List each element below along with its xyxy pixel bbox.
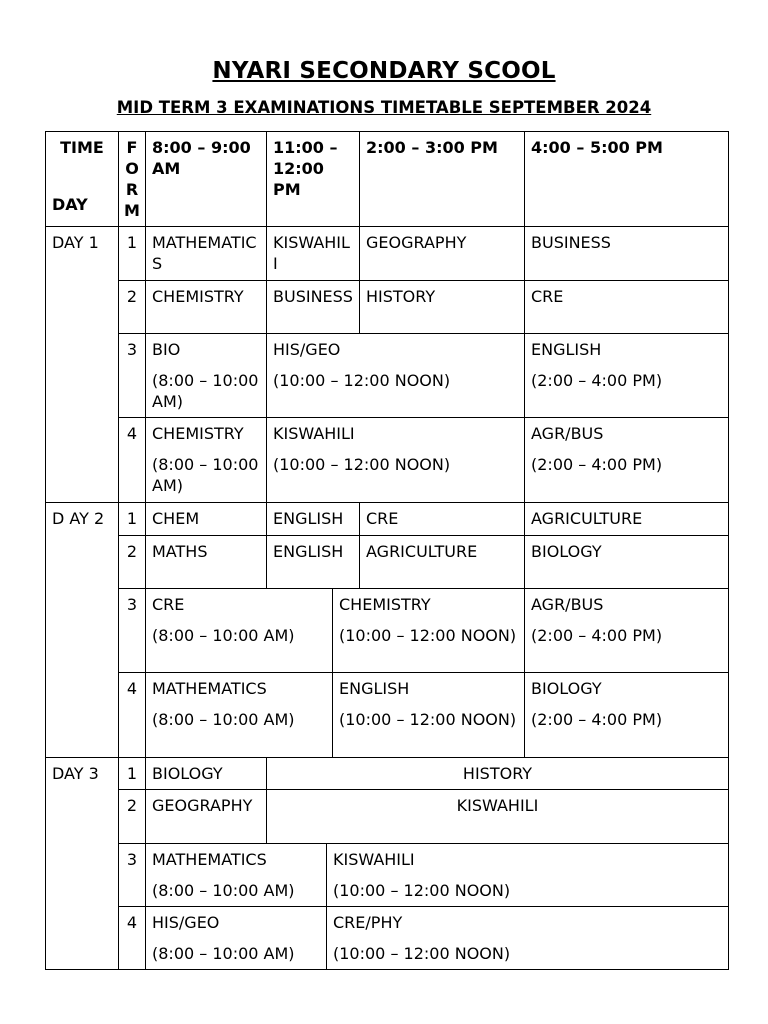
header-form-letter: M [124,201,140,220]
exam-cell: ENGLISH (10:00 – 12:00 NOON) [332,672,525,758]
exam-cell: KISWAHILI (10:00 – 12:00 NOON) [326,843,729,907]
exam-cell: MATHEMATICS [145,226,267,281]
exam-cell: HISTORY [266,757,729,790]
header-slot-3: 2:00 – 3:00 PM [359,131,525,227]
form-number: 2 [118,280,146,334]
day-label: D AY 2 [45,502,119,758]
exam-cell: MATHEMATICS (8:00 – 10:00 AM) [145,843,327,907]
form-number: 2 [118,789,146,844]
exam-cell: BIO (8:00 – 10:00 AM) [145,333,267,418]
exam-cell: HIS/GEO (8:00 – 10:00 AM) [145,906,327,970]
form-number: 2 [118,535,146,589]
form-number: 4 [118,417,146,503]
header-slot-1: 8:00 – 9:00 AM [145,131,267,227]
exam-cell: BUSINESS [524,226,729,281]
form-number: 3 [118,843,146,907]
exam-cell: CHEMISTRY (10:00 – 12:00 NOON) [332,588,525,673]
exam-cell: GEOGRAPHY [145,789,267,844]
exam-cell: CHEMISTRY (8:00 – 10:00 AM) [145,417,267,503]
header-time: TIME [60,138,104,157]
exam-cell: ENGLISH [266,502,360,536]
exam-cell: AGR/BUS (2:00 – 4:00 PM) [524,588,729,673]
timetable [45,131,730,970]
form-number: 1 [118,502,146,536]
header-time-day [45,131,119,227]
exam-cell: CRE/PHY (10:00 – 12:00 NOON) [326,906,729,970]
day-label: DAY 1 [45,226,119,503]
exam-cell: CRE (8:00 – 10:00 AM) [145,588,333,673]
header-form-letter: R [125,180,139,199]
exam-cell: CHEM [145,502,267,536]
exam-cell: BIOLOGY [524,535,729,589]
exam-cell: AGR/BUS (2:00 – 4:00 PM) [524,417,729,503]
exam-cell: CRE [359,502,525,536]
header-form-letter: F [126,138,138,157]
exam-cell: CRE [524,280,729,334]
exam-cell: BIOLOGY (2:00 – 4:00 PM) [524,672,729,758]
exam-cell: CHEMISTRY [145,280,267,334]
exam-cell: KISWAHILI [266,226,360,281]
header-form [118,131,146,227]
form-number: 4 [118,906,146,970]
exam-cell: ENGLISH (2:00 – 4:00 PM) [524,333,729,418]
exam-cell: BUSINESS [266,280,360,334]
header-slot-2: 11:00 – 12:00 PM [266,131,360,227]
exam-cell: AGRICULTURE [359,535,525,589]
document-subtitle: MID TERM 3 EXAMINATIONS TIMETABLE SEPTEMBER 2024 [116,98,652,117]
exam-cell: BIOLOGY [145,757,267,790]
header-slot-4: 4:00 – 5:00 PM [524,131,729,227]
exam-cell: HIS/GEO (10:00 – 12:00 NOON) [266,333,525,418]
day-label: DAY 3 [45,757,119,970]
exam-cell: KISWAHILI [266,789,729,844]
form-number: 1 [118,226,146,281]
exam-cell: MATHEMATICS (8:00 – 10:00 AM) [145,672,333,758]
form-number: 1 [118,757,146,790]
exam-cell: KISWAHILI (10:00 – 12:00 NOON) [266,417,525,503]
exam-cell: ENGLISH [266,535,360,589]
exam-cell: AGRICULTURE [524,502,729,536]
exam-cell: HISTORY [359,280,525,334]
header-form-letter: O [125,159,139,178]
form-number: 4 [118,672,146,758]
form-number: 3 [118,588,146,673]
exam-cell: MATHS [145,535,267,589]
exam-cell: GEOGRAPHY [359,226,525,281]
form-number: 3 [118,333,146,418]
document-title: NYARI SECONDARY SCOOL [212,58,556,84]
header-day: DAY [52,195,88,214]
